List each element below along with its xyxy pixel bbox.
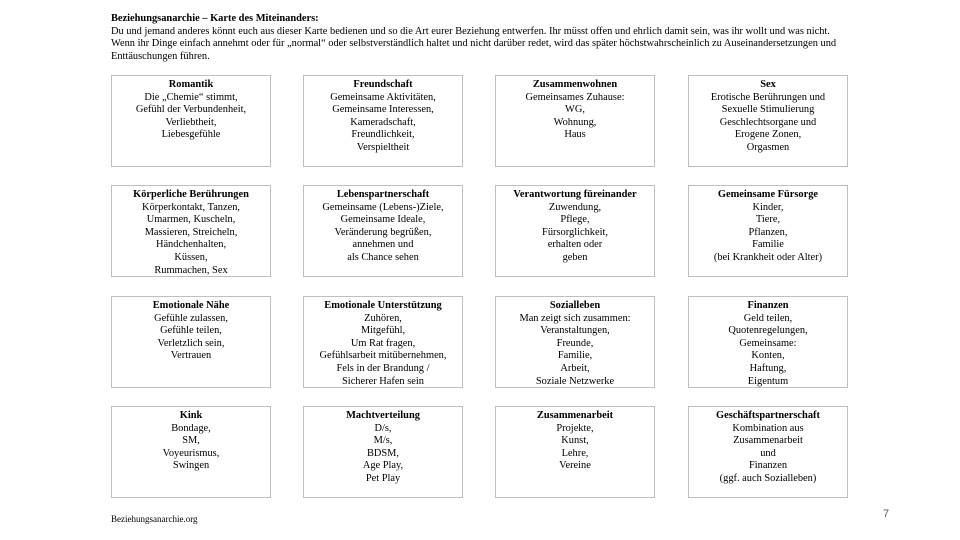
card-line: erhalten oder bbox=[547, 239, 603, 251]
card-line: Geld teilen, bbox=[743, 312, 793, 324]
card-line: Haftung, bbox=[749, 362, 787, 374]
card-körperliche-berührungen bbox=[111, 185, 271, 277]
card-line: Pet Play bbox=[365, 472, 401, 484]
card-line: Erogene Zonen, bbox=[734, 129, 802, 141]
card-line: Veranstaltungen, bbox=[540, 325, 610, 337]
card-line: Eigentum bbox=[747, 375, 789, 387]
card-title: Lebenspartnerschaft bbox=[336, 189, 430, 200]
card-title: Kink bbox=[179, 410, 203, 421]
card-line: WG, bbox=[565, 104, 585, 116]
card-line: Fürsorglichkeit, bbox=[542, 226, 608, 238]
card-line: Age Play, bbox=[362, 460, 404, 472]
intro-text: Du und jemand anderes könnt euch aus dieser Karte bedienen und so die Art eurer Beziehung entwerfen. Ihr müsst offen und ehrlich damit sein, was ihr wollt und was nicht. Wenn ihr Dinge einfach annehmt oder für „normal“ oder selbstverständlich haltet und nicht darüber redet, wird das später höchstwahrscheinlich zu Auseinandersetzungen und Enttäuschungen führen. bbox=[111, 25, 837, 62]
card-line: Verletzlich sein, bbox=[157, 337, 225, 349]
card-line: Verliebtheit, bbox=[165, 116, 217, 128]
card-line: Die „Chemie“ stimmt, bbox=[144, 91, 238, 103]
card-line: Quotenregelungen, bbox=[728, 325, 808, 337]
card-line: Gemeinsame Aktivitäten, bbox=[330, 91, 436, 103]
card-line: Vertrauen bbox=[170, 350, 212, 362]
card-line: Gefühle zulassen, bbox=[154, 312, 228, 324]
card-line: Lehre, bbox=[561, 447, 589, 459]
page-title: Beziehungsanarchie – Karte des Miteinanders: bbox=[111, 13, 319, 24]
card-line: Arbeit, bbox=[560, 362, 590, 374]
card-line: Gefühl der Verbundenheit, bbox=[135, 104, 247, 116]
card-verantwortung-füreinander bbox=[495, 185, 655, 277]
card-line: Mitgefühl, bbox=[360, 325, 406, 337]
card-line: geben bbox=[562, 251, 588, 263]
card-line: Freunde, bbox=[556, 337, 594, 349]
card-zusammenwohnen bbox=[495, 75, 655, 167]
page-number: 7 bbox=[883, 508, 890, 520]
card-line: als Chance sehen bbox=[347, 251, 419, 263]
card-line: Zuhören, bbox=[364, 312, 402, 324]
card-emotionale-nähe bbox=[111, 296, 271, 388]
card-line: Zuwendung, bbox=[548, 201, 602, 213]
card-title: Emotionale Unterstützung bbox=[324, 300, 442, 311]
card-title: Zusammenwohnen bbox=[532, 79, 618, 90]
card-kink bbox=[111, 406, 271, 498]
card-line: Umarmen, Kuscheln, bbox=[146, 214, 236, 226]
card-sex bbox=[688, 75, 848, 167]
card-line: Gefühlsarbeit mitübernehmen, bbox=[319, 350, 447, 362]
card-line: Pflege, bbox=[560, 214, 590, 226]
card-title: Sozialleben bbox=[549, 300, 601, 311]
card-line: Liebesgefühle bbox=[161, 129, 221, 141]
card-gemeinsame-fürsorge bbox=[688, 185, 848, 277]
card-line: (ggf. auch Sozialleben) bbox=[719, 472, 817, 484]
card-title: Verantwortung füreinander bbox=[513, 189, 637, 200]
card-line: Konten, bbox=[751, 350, 785, 362]
card-line: (bei Krankheit oder Alter) bbox=[713, 251, 823, 263]
card-line: Rummachen, Sex bbox=[154, 264, 228, 276]
card-line: Verspieltheit bbox=[356, 141, 410, 153]
card-line: Voyeurismus, bbox=[162, 447, 220, 459]
card-line: Veränderung begrüßen, bbox=[334, 226, 432, 238]
card-line: Orgasmen bbox=[746, 141, 790, 153]
card-line: Massieren, Streicheln, bbox=[144, 226, 238, 238]
card-line: Gemeinsame (Lebens-)Ziele, bbox=[322, 201, 444, 213]
card-line: Familie bbox=[752, 239, 784, 251]
card-title: Freundschaft bbox=[353, 79, 413, 90]
card-line: Wohnung, bbox=[553, 116, 597, 128]
card-line: Gemeinsame Ideale, bbox=[340, 214, 426, 226]
card-line: Händchenhalten, bbox=[155, 239, 227, 251]
card-line: D/s, bbox=[374, 422, 392, 434]
card-line: Man zeigt sich zusammen: bbox=[519, 312, 631, 324]
card-finanzen bbox=[688, 296, 848, 388]
card-line: SM, bbox=[182, 435, 200, 447]
card-line: Fels in der Brandung / bbox=[336, 362, 430, 374]
card-title: Gemeinsame Fürsorge bbox=[717, 189, 819, 200]
card-title: Finanzen bbox=[747, 300, 789, 311]
card-line: Sicherer Hafen sein bbox=[342, 375, 424, 387]
card-title: Emotionale Nähe bbox=[152, 300, 230, 311]
card-line: Um Rat fragen, bbox=[350, 337, 416, 349]
card-line: Geschlechtsorgane und bbox=[719, 116, 817, 128]
card-line: und bbox=[760, 447, 776, 459]
card-machtverteilung bbox=[303, 406, 463, 498]
card-line: annehmen und bbox=[352, 239, 414, 251]
card-zusammenarbeit bbox=[495, 406, 655, 498]
card-sozialleben bbox=[495, 296, 655, 388]
card-line: Kombination aus bbox=[732, 422, 804, 434]
card-line: Projekte, bbox=[556, 422, 594, 434]
card-lebenspartnerschaft bbox=[303, 185, 463, 277]
card-line: Gefühle teilen, bbox=[160, 325, 222, 337]
card-line: Finanzen bbox=[748, 460, 788, 472]
card-emotionale-unterstützung bbox=[303, 296, 463, 388]
card-title: Machtverteilung bbox=[346, 410, 420, 421]
card-line: M/s, bbox=[373, 435, 393, 447]
card-title: Geschäftspartnerschaft bbox=[716, 410, 820, 421]
card-line: Bondage, bbox=[171, 422, 211, 434]
card-title: Romantik bbox=[168, 79, 214, 90]
card-title: Sex bbox=[760, 79, 776, 90]
card-geschäftspartnerschaft bbox=[688, 406, 848, 498]
footer-source: Beziehungsanarchie.org bbox=[111, 514, 198, 524]
card-line: BDSM, bbox=[366, 447, 400, 459]
card-line: Gemeinsame: bbox=[739, 337, 797, 349]
card-line: Swingen bbox=[172, 460, 210, 472]
card-line: Vereine bbox=[559, 460, 591, 472]
card-line: Gemeinsame Interessen, bbox=[332, 104, 434, 116]
card-line: Freundlichkeit, bbox=[351, 129, 415, 141]
card-line: Soziale Netzwerke bbox=[535, 375, 615, 387]
card-title: Zusammenarbeit bbox=[536, 410, 614, 421]
card-line: Küssen, bbox=[174, 251, 208, 263]
card-line: Körperkontakt, Tanzen, bbox=[141, 201, 241, 213]
card-line: Kinder, bbox=[752, 201, 784, 213]
card-line: Erotische Berührungen und bbox=[710, 91, 826, 103]
card-line: Familie, bbox=[557, 350, 593, 362]
card-line: Haus bbox=[564, 129, 586, 141]
card-line: Tiere, bbox=[755, 214, 781, 226]
card-title: Körperliche Berührungen bbox=[133, 189, 249, 200]
card-freundschaft bbox=[303, 75, 463, 167]
card-line: Pflanzen, bbox=[748, 226, 788, 238]
card-romantik bbox=[111, 75, 271, 167]
card-line: Zusammenarbeit bbox=[733, 435, 803, 447]
card-line: Kunst, bbox=[561, 435, 589, 447]
card-line: Gemeinsames Zuhause: bbox=[525, 91, 625, 103]
card-line: Kameradschaft, bbox=[350, 116, 416, 128]
card-line: Sexuelle Stimulierung bbox=[721, 104, 815, 116]
